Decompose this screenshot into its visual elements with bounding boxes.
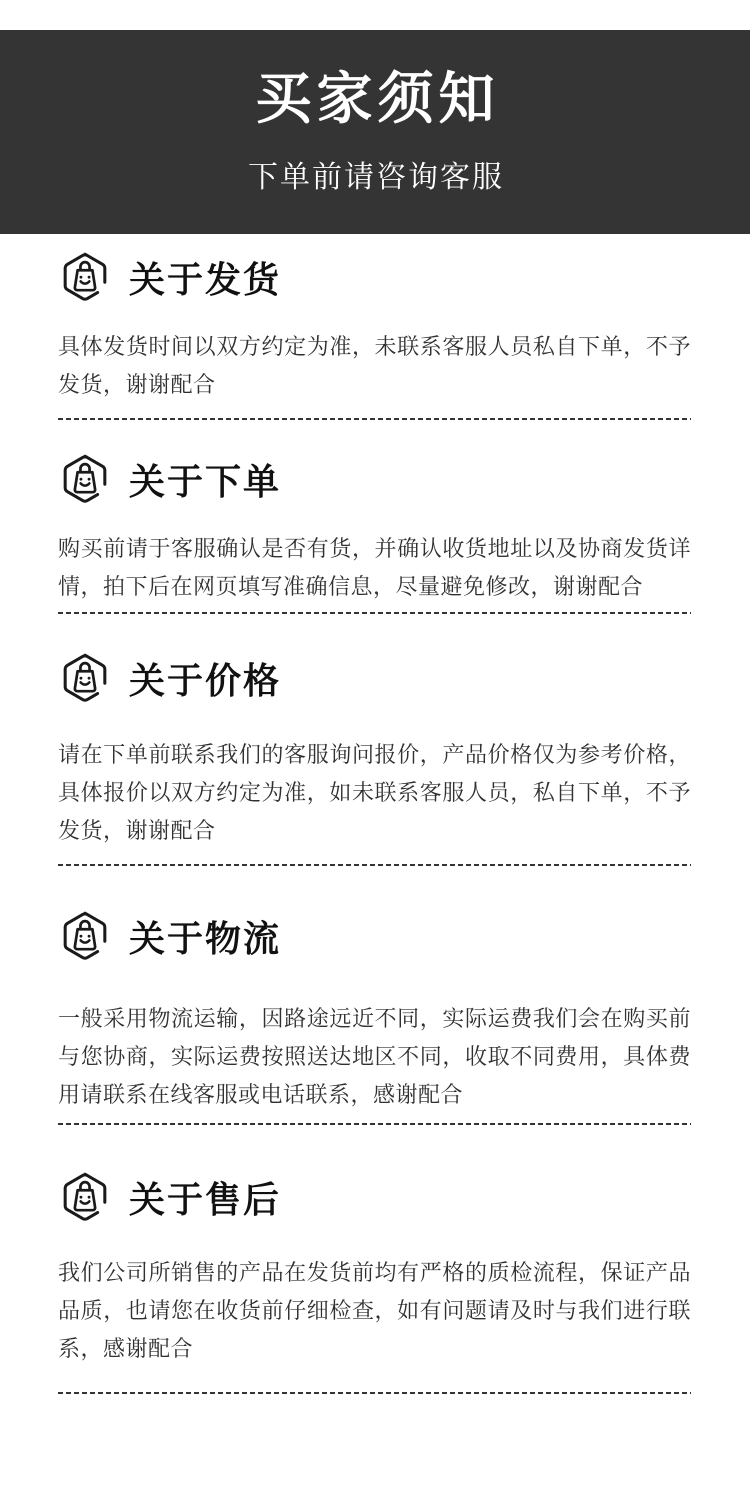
shopping-bag-hexagon-icon [58, 651, 112, 705]
dashed-divider [58, 864, 691, 866]
dashed-divider [58, 612, 691, 614]
section-ordering [0, 452, 750, 614]
section-body: 我们公司所销售的产品在发货前均有严格的质检流程，保证产品品质，也请您在收货前仔细检查，如有问题请及时与我们进行联系，感谢配合 [58, 1260, 691, 1361]
hero-banner [0, 30, 750, 234]
section-logistics-header [0, 909, 750, 963]
section-shipping [0, 250, 750, 420]
page-title: 买家须知 [255, 66, 500, 130]
section-heading: 关于价格 [129, 659, 282, 701]
buyer-notice-page [0, 30, 750, 1494]
section-heading: 关于发货 [129, 258, 282, 300]
section-pricing [0, 651, 750, 866]
section-ordering-header [0, 452, 750, 506]
section-pricing-header [0, 651, 750, 705]
section-heading: 关于下单 [129, 460, 282, 502]
dashed-divider [58, 1392, 691, 1394]
section-body: 具体发货时间以双方约定为准，未联系客服人员私自下单，不予发货，谢谢配合 [58, 334, 691, 397]
shopping-bag-hexagon-icon [58, 909, 112, 963]
section-heading: 关于售后 [129, 1178, 282, 1220]
section-body: 请在下单前联系我们的客服询问报价，产品价格仅为参考价格，具体报价以双方约定为准，如未联系客服人员，私自下单，不予发货，谢谢配合 [58, 742, 691, 843]
dashed-divider [58, 418, 691, 420]
shopping-bag-hexagon-icon [58, 452, 112, 506]
shopping-bag-hexagon-icon [58, 1170, 112, 1224]
dashed-divider [58, 1123, 691, 1125]
notice-list [0, 250, 750, 1394]
section-aftersales-header [0, 1170, 750, 1224]
page-subtitle: 下单前请咨询客服 [248, 161, 504, 195]
section-logistics [0, 909, 750, 1125]
shopping-bag-hexagon-icon [58, 250, 112, 304]
section-body: 购买前请于客服确认是否有货，并确认收货地址以及协商发货详情，拍下后在网页填写准确信息，尽量避免修改，谢谢配合 [58, 536, 691, 599]
section-body: 一般采用物流运输，因路途远近不同，实际运费我们会在购买前与您协商，实际运费按照送达地区不同，收取不同费用，具体费用请联系在线客服或电话联系，感谢配合 [58, 1006, 691, 1107]
section-aftersales [0, 1170, 750, 1394]
section-heading: 关于物流 [129, 917, 282, 959]
section-shipping-header [0, 250, 750, 304]
